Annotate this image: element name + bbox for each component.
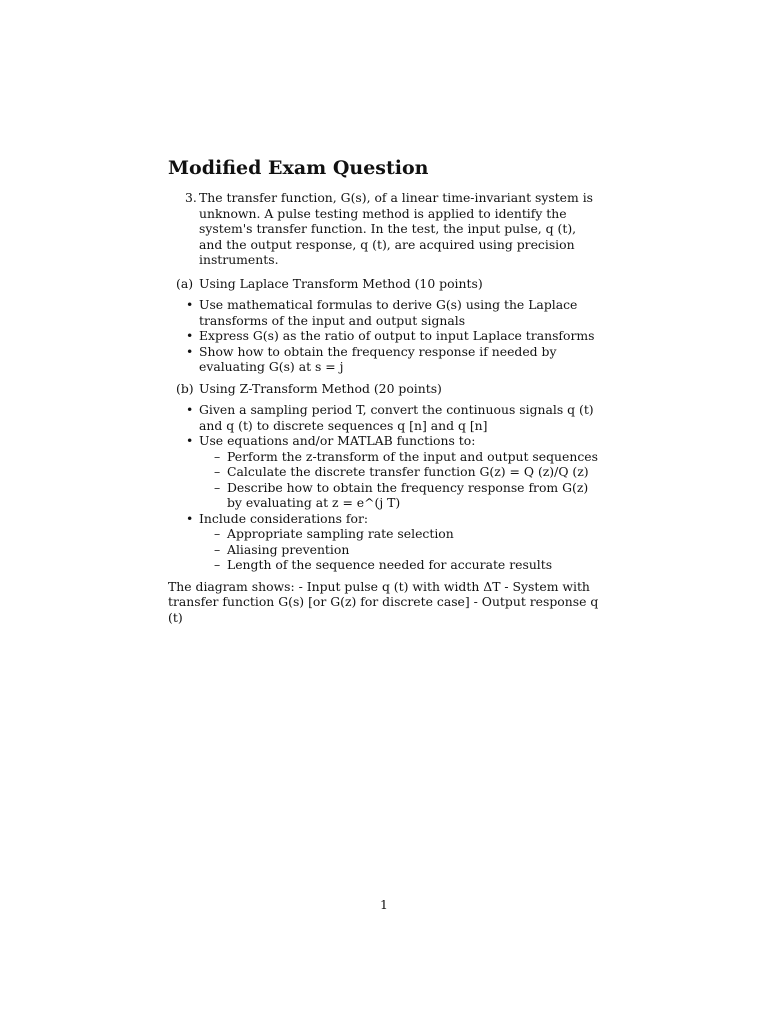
part-b-tag: (b): [176, 380, 194, 396]
page-number: 1: [380, 897, 388, 912]
list-item-text: Use mathematical formulas to derive G(s) using the Laplace transforms of the input and output signals: [199, 297, 578, 328]
sublist-item: [199, 464, 602, 480]
part-b-title: Using Z-Transform Method (20 points): [199, 380, 442, 396]
part-a-list: [168, 297, 602, 375]
considerations-sublist: [199, 526, 602, 573]
question-text: The transfer function, G(s), of a linear time-invariant system is unknown. A pulse testing method is applied to identify the system's transfer function. In the test, the input pulse, q (t), and the output response, q (t), are acquired using precision instruments.: [199, 190, 594, 267]
part-a-tag: (a): [176, 275, 194, 291]
part-a-heading: [168, 276, 602, 292]
dash-icon: –: [214, 526, 221, 541]
sublist-item-text: Aliasing prevention: [227, 541, 350, 557]
dash-icon: –: [214, 541, 221, 557]
list-item-text: Use equations and/or MATLAB functions to:: [199, 433, 476, 448]
page-title: Modified Exam Question: [168, 157, 429, 179]
dash-icon: –: [214, 557, 221, 572]
question-3: [168, 190, 602, 268]
diagram-summary: The diagram shows: - Input pulse q (t) with width ΔT - System with transfer function G(s) [or G(z) for discrete case] - Output response q (t): [168, 578, 599, 625]
list-item: [168, 402, 602, 433]
bullet-icon: •: [186, 510, 194, 526]
sublist-item: [199, 480, 602, 511]
list-item: [168, 433, 602, 511]
part-a-title: Using Laplace Transform Method (10 points): [199, 275, 483, 291]
list-item: [168, 297, 602, 328]
list-item-text: Given a sampling period T, convert the continuous signals q (t) and q (t) to discrete sequences q [n] and q [n]: [199, 402, 594, 433]
list-item: [168, 328, 602, 344]
list-item-text: Show how to obtain the frequency response if needed by evaluating G(s) at s = j: [199, 343, 557, 374]
sublist-item: [199, 542, 602, 558]
sublist-item: [199, 449, 602, 465]
list-item: [168, 511, 602, 573]
sublist-item-text: Perform the z-transform of the input and output sequences: [227, 448, 598, 464]
dash-icon: –: [214, 479, 221, 495]
list-item: [168, 344, 602, 375]
bullet-icon: •: [186, 328, 194, 343]
bullet-icon: •: [186, 297, 194, 312]
sublist-item-text: Calculate the discrete transfer function G(z) = Q (z)/Q (z): [227, 464, 589, 479]
list-item-text: Express G(s) as the ratio of output to input Laplace transforms: [199, 328, 595, 343]
dash-icon: –: [214, 464, 221, 479]
matlab-sublist: [199, 449, 602, 511]
document-body: [168, 190, 602, 625]
bullet-icon: •: [186, 402, 194, 417]
part-b-list: [168, 402, 602, 573]
question-number: 3.: [185, 190, 197, 205]
sublist-item-text: Appropriate sampling rate selection: [227, 526, 454, 541]
list-item-text: Include considerations for:: [199, 510, 369, 526]
sublist-item: [199, 557, 602, 573]
part-b-heading: [168, 381, 602, 397]
sublist-item: [199, 526, 602, 542]
sublist-item-text: Length of the sequence needed for accurate results: [227, 557, 553, 572]
dash-icon: –: [214, 448, 221, 464]
sublist-item-text: Describe how to obtain the frequency response from G(z) by evaluating at z = e^(j T): [227, 479, 589, 510]
bullet-icon: •: [186, 343, 194, 359]
bullet-icon: •: [186, 433, 194, 448]
